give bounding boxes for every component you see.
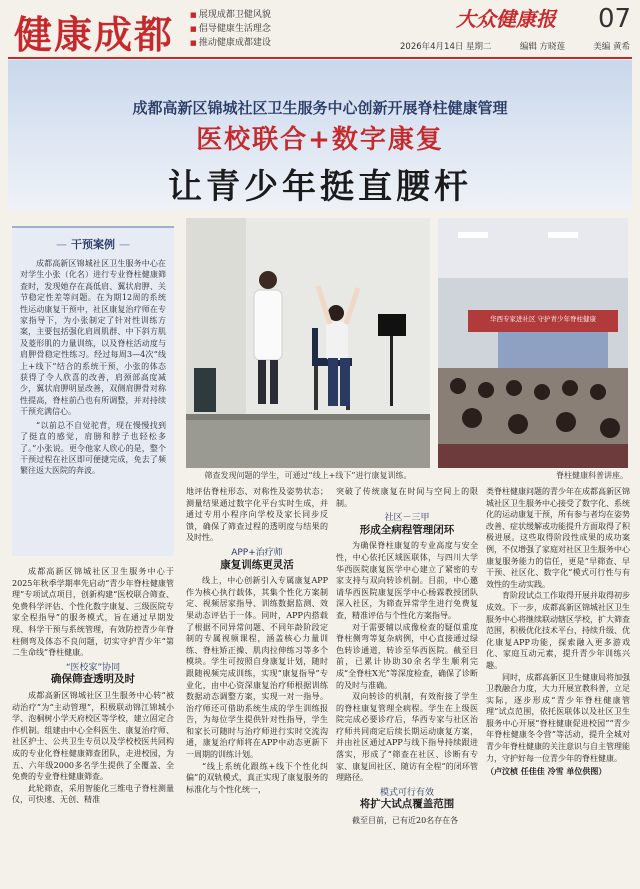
column-3 (336, 486, 478, 827)
body-paragraph: 截至目前，已有近20名存在各 (352, 816, 459, 826)
section-title: 形成全病程管理闭环 (359, 523, 455, 536)
body-paragraph: 类脊柱健康问题的青少年在成都高新区锦城社区卫生服务中心接受了数字化、系统化的运动康复干预，所有参与者均在姿势改善、症状缓解或功能提升方面取得了积极进展。这些取得阶段性成果的成功案例，不仅增强了家庭对社区卫生服务中心康复服务能力的信任，更是“早筛查、早干预、社区化、数字化”模式可行性与有效性的生动实践。 (486, 487, 630, 589)
body-paragraph: 为确保脊柱康复的专业高度与安全性，中心依托区域医联体，与四川大学华西医院康复医学中心建立了紧密的专家支持与双向转诊机制。目前，中心邀请华西医院康复医学中心杨霖教授团队深入社区，为筛查异常学生进行免费复查，精准评估与个性化方案指导。 (336, 541, 478, 620)
body-paragraph: 此轮筛查，采用智能化三维电子脊柱测量仪，可快速、无创、精准 (12, 783, 174, 805)
body-paragraph: “线上系统化跟练+线下个性化纠偏”的双轨模式，真正实现了康复服务的标准化与个性化统一， (186, 761, 328, 794)
section-title: 康复训练更灵活 (220, 558, 294, 571)
section-bullets (190, 8, 271, 50)
body-paragraph: 同时，成都高新区卫生健康局将加强卫教融合力度，大力开展宣教科普，立足实际，逐步形成“青少年脊柱健康管理”试点范围，依托医联体以及社区卫生服务中心开展“脊柱健康促进校园”“青少年脊柱健康冬令营”等活动，提升全城对青少年脊柱健康的关注意识与自主管理能力，守护好每一位青少年的脊柱健康。 (486, 672, 630, 763)
bullet-item: ■ 倡导健康生活理念 (190, 22, 271, 36)
left-column (12, 566, 174, 806)
lecture-photo-caption: 脊柱健康科普讲座。 (556, 471, 628, 480)
section-kicker: 模式可行有效 (379, 787, 434, 798)
issue-meta (400, 40, 630, 52)
headline-line2: 让青少年挺直腰杆 (168, 167, 472, 207)
body-paragraph: 突破了传统康复在时间与空间上的限制。 (336, 487, 478, 508)
rehab-photo (186, 218, 430, 468)
case-paragraph: 成都高新区锦城社区卫生服务中心在对学生小张（化名）进行专业脊柱健康筛查时，发现她存在高低肩、翼状肩胛、关节稳定性差等问题。在为期12周的系统性运动康复干预中，社区康复治疗师在专家指导下，为小张制定了针对性训练方案，主要包括强化肩周肌群、中下斜方肌及菱形肌的力量训练，以及脊柱活动度与肩胛骨稳定性练习。经过每周3—4次“线上+线下”结合的系统干预，小张的体态获得了令人欣喜的改善，肩颈部高度减少，翼状肩胛明显改善，双侧肩胛骨对称性提高，脊柱前凸也有所调整，并对持续干预充满信心。 (20, 259, 166, 417)
designer: 美编 黄希 (593, 42, 630, 52)
section-title: 健康成都 (14, 12, 175, 57)
case-title: — 干预案例 — (20, 236, 166, 252)
body-paragraph: 线上，中心创新引入专属康复APP作为核心执行载体，其集个性化方案制定、视频居家指导、训练数据监测、效果动态评估于一体。同时，APP内搭载了根据不同异常问题、不同年龄阶段定制的专属视频课程，涵盖核心力量训练、脊柱矫正操、肌肉拉伸练习等多个模块。学生可按照自身康复计划，随时跟随视频完成训练，实现“康复指导”专业化，由中心资深康复治疗师根据训练数据动态调整方案，实现一对一指导。治疗师还可借助系统生成的学生训练报告，为每位学生提供针对性指导，学生和家长可随时与治疗师进行实时交流沟通，康复治疗师将在APP中动态更新下一周期的训练计划。 (186, 576, 328, 760)
rehab-photo-illustration (186, 218, 430, 468)
column-2 (186, 486, 328, 795)
issue-date: 2026年4月14日 星期二 (400, 42, 492, 52)
section-kicker: “医校家”协同 (65, 662, 121, 673)
byline: （卢汶桢 任佳佳 冷雪 单位供图） (486, 767, 607, 777)
bullet-item: ■ 展现成都卫健风貌 (190, 8, 271, 22)
lecture-photo (438, 218, 628, 468)
lecture-photo-illustration (438, 218, 628, 468)
case-body (20, 258, 166, 477)
headline-kicker: 成都高新区锦城社区卫生服务中心创新开展脊柱健康管理 (132, 99, 508, 117)
page-number: 07 (598, 4, 632, 34)
headline-banner (8, 60, 632, 210)
article-intro: 成都高新区锦城社区卫生服务中心于2025年秋季学期率先启动“青少年脊柱健康管理”专项试点项目，创新构建“医校联合筛查、免费科学评估、个性化数字康复、三级医院专家全程指导”的服务模式，旨在通过早期发现、科学干预与系统管理，有效防控青少年脊柱侧弯及体态不良问题，切实守护青少年“第二生命线”脊柱健康。 (12, 567, 174, 658)
bullet-item: ■ 推动健康成都建设 (190, 36, 271, 50)
editor: 编辑 方晓莲 (519, 42, 566, 52)
case-paragraph: “以前总不自觉驼背，现在慢慢找到了挺直的感觉，肩膀和脖子也轻松多了。”小张说。更令他家人欣心的是，整个干预过程在社区即可便捷完成，免去了频繁往返大医院的奔波。 (20, 420, 166, 476)
masthead (0, 0, 640, 58)
rehab-photo-caption: 筛查发现问题的学生，可通过“线上+线下”进行康复训练。 (204, 471, 412, 480)
body-paragraph: 地评估脊柱形态、对称性及姿势状态；测量结果通过数字化平台实时生成，并通过专用小程序向学校及家长同步反馈，确保了筛查过程的透明度与结果的及时性。 (186, 487, 328, 543)
body-paragraph: 成都高新区锦城社区卫生服务中心转“被动治疗”为“主动管理”，积极联动锦江锦城小学、泡桐树小学天府校区等学校，建立固定合作机制。组建由中心全科医生、康复治疗师、社区护士、公共卫生专员以及学校校医共同构成的专业化脊柱健康筛查团队，走进校园，为五、六年级2000多名学生提供了全覆盖、全免费的专业脊柱健康筛查。 (12, 690, 174, 782)
section-kicker: 社区－三甲 (384, 513, 430, 524)
body-paragraph: 对于需要辅以成像检查的疑似重度脊柱侧弯等复杂病例，中心直接通过绿色转诊通道，转诊至华西医院。截至目前，已累计协助30余名学生顺利完成“全脊柱X光”等深度检查，确保了诊断的及时与准确。 (336, 622, 478, 690)
section-title: 确保筛查透明及时 (51, 673, 135, 686)
section-title: 将扩大试点覆盖范围 (359, 798, 455, 811)
section-kicker: APP+治疗师 (231, 547, 283, 558)
body-paragraph: 双向转诊的机制，有效衔接了学生的脊柱康复管理全病程。学生在上级医院完成必要诊疗后，华西专家与社区治疗师共同商定后续长期运动康复方案，并由社区通过APP与线下指导持续跟进落实，形成了“筛查在社区、诊断有专家、康复回社区、随访有全程”的闭环管理路径。 (336, 692, 478, 783)
lecture-banner-text: 华西专家进社区 守护青少年脊柱健康 (489, 315, 597, 323)
headline-line1: 医校联合+数字康复 (196, 125, 444, 155)
masthead-rule (8, 57, 632, 59)
newspaper-logo: 大众健康报 (456, 7, 556, 31)
column-4 (486, 486, 630, 778)
case-sidebar (12, 226, 174, 556)
body-paragraph: 育阶段试点工作取得开展并取得初步成效。下一步，成都高新区锦城社区卫生服务中心将继续联动辖区学校，扩大筛查范围，积极优化技术平台，持续升级、优化康复APP功能，探索融入更多游戏化、家庭互动元素，提升青少年训练兴趣。 (486, 591, 630, 670)
